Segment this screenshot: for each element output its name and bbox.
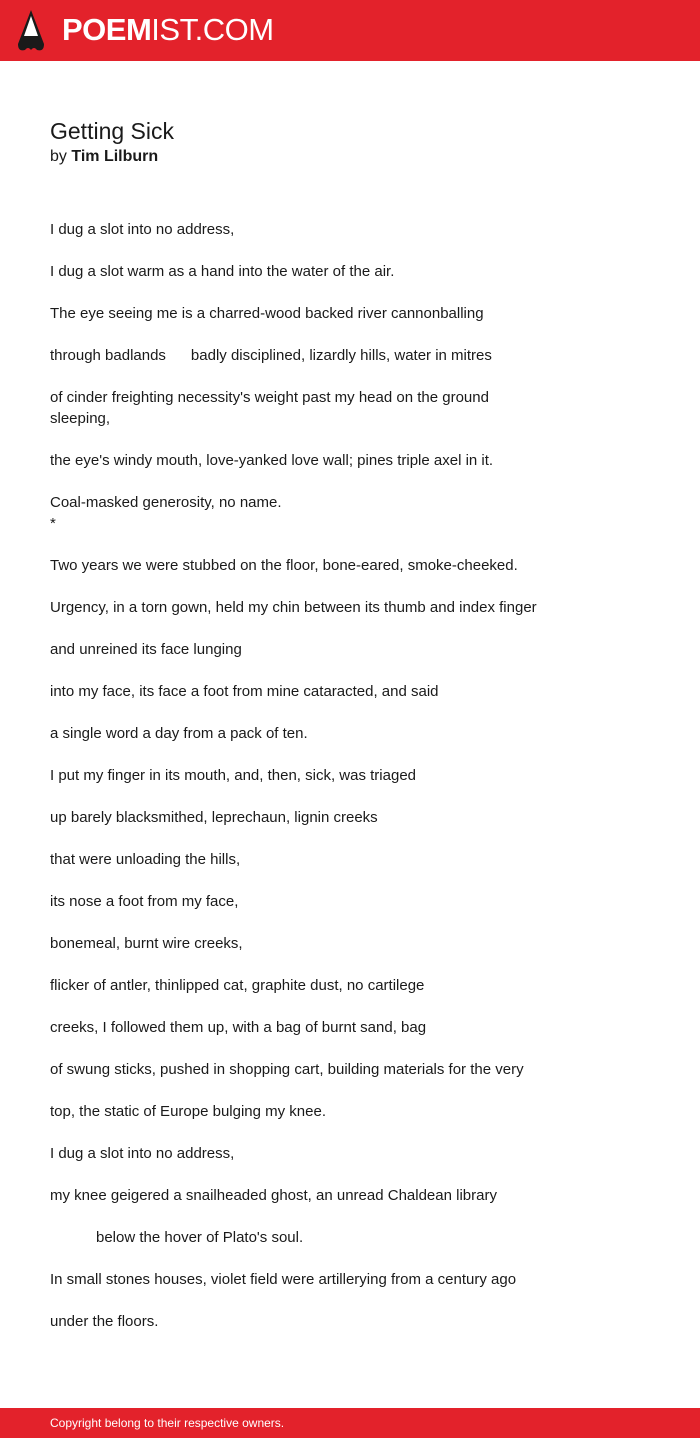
poem-line: and unreined its face lunging	[50, 641, 242, 658]
poem-line: Urgency, in a torn gown, held my chin between its thumb and index finger	[50, 599, 537, 616]
poem-line: up barely blacksmithed, leprechaun, lignin creeks	[50, 809, 378, 826]
pencil-tip-icon[interactable]	[18, 10, 44, 52]
poem-line: that were unloading the hills,	[50, 851, 241, 868]
poem-line: its nose a foot from my face,	[50, 893, 239, 910]
poem-line: into my face, its face a foot from mine cataracted, and said	[50, 683, 439, 700]
copyright-notice: Copyright belong to their respective owners.	[50, 1416, 285, 1430]
poem-line: of cinder freighting necessity's weight past my head on the ground sleeping,	[50, 389, 489, 427]
site-header	[0, 0, 700, 61]
poem-byline	[50, 146, 650, 168]
poem-line: I put my finger in its mouth, and, then, sick, was triaged	[50, 767, 417, 784]
poem-line: The eye seeing me is a charred-wood backed river cannonballing	[50, 305, 484, 322]
poem-line: In small stones houses, violet field were artillerying from a century ago	[50, 1271, 517, 1288]
section-break: *	[50, 515, 56, 532]
logo-light-text: IST.COM	[151, 12, 274, 47]
poem-line: below the hover of Plato's soul.	[96, 1229, 304, 1246]
poem-title: Getting Sick	[50, 118, 174, 144]
byline-prefix: by	[50, 148, 67, 165]
poem-line: the eye's windy mouth, love-yanked love wall; pines triple axel in it.	[50, 452, 494, 469]
logo-bold-text: POEM	[62, 12, 152, 47]
poem-line: I dug a slot into no address,	[50, 1145, 235, 1162]
poem-line: of swung sticks, pushed in shopping cart, building materials for the very	[50, 1061, 524, 1078]
poem-line: I dug a slot warm as a hand into the water of the air.	[50, 263, 395, 280]
poem-line: Two years we were stubbed on the floor, bone-eared, smoke-cheeked.	[50, 557, 518, 574]
site-logo[interactable]	[62, 12, 274, 48]
poem-line: top, the static of Europe bulging my knee.	[50, 1103, 326, 1120]
site-footer	[0, 1408, 700, 1438]
poem-header	[50, 116, 650, 168]
poem-line: creeks, I followed them up, with a bag of burnt sand, bag	[50, 1019, 427, 1036]
poem-line: a single word a day from a pack of ten.	[50, 725, 308, 742]
poem-line: flicker of antler, thinlipped cat, graphite dust, no cartilege	[50, 977, 425, 994]
poem-line: my knee geigered a snailheaded ghost, an unread Chaldean library	[50, 1187, 497, 1204]
poem-line: under the floors.	[50, 1313, 159, 1330]
poem-line: I dug a slot into no address,	[50, 221, 235, 238]
poem-author[interactable]: Tim Lilburn	[71, 148, 159, 165]
poem-line: Coal-masked generosity, no name.	[50, 494, 282, 511]
poem-line: bonemeal, burnt wire creeks,	[50, 935, 243, 952]
poem-line: through badlands badly disciplined, lizardly hills, water in mitres	[50, 347, 492, 364]
